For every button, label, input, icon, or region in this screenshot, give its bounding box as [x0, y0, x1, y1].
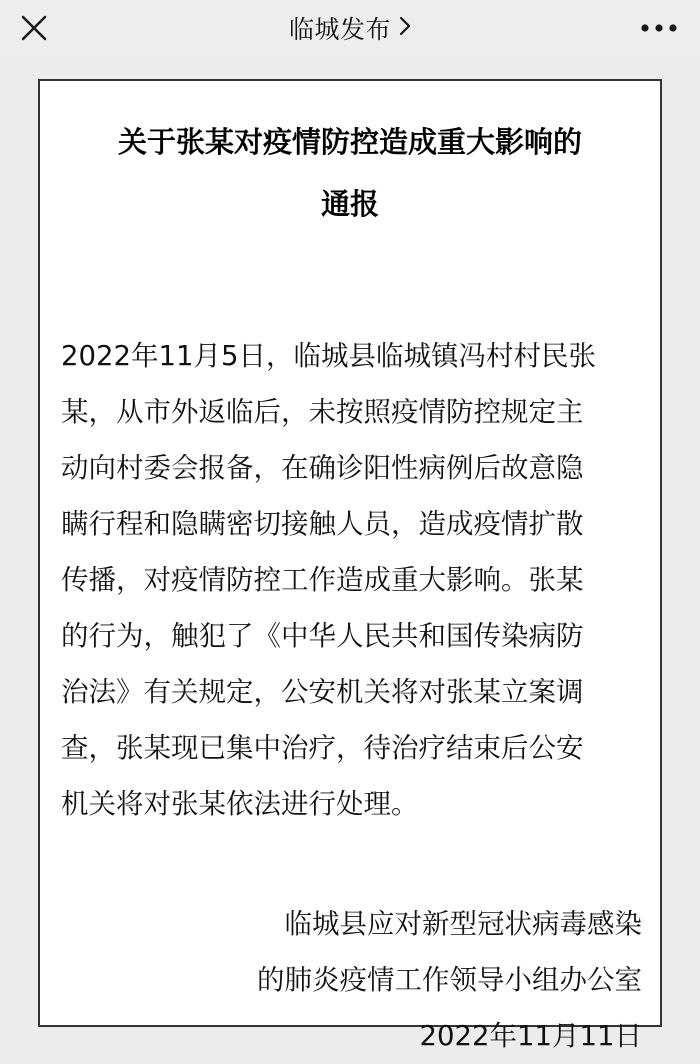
top-navigation-bar	[0, 0, 700, 56]
notice-body-line: 动向村委会报备，在确诊阳性病例后故意隐	[61, 452, 584, 484]
notice-body-line: 瞒行程和隐瞒密切接触人员，造成疫情扩散	[61, 508, 584, 540]
notice-title-line: 关于张某对疫情防控造成重大影响的	[117, 125, 582, 159]
notice-title-line: 通报	[320, 187, 379, 221]
close-button[interactable]	[14, 8, 54, 48]
notice-body-line: 2022年11月5日，临城县临城镇冯村村民张	[61, 340, 596, 372]
account-name-link[interactable]	[289, 10, 411, 46]
notice-body-line: 查，张某现已集中治疗，待治疗结束后公安	[61, 732, 584, 764]
close-icon	[14, 8, 54, 48]
notice-body-line: 某，从市外返临后，未按照疫情防控规定主	[61, 396, 584, 428]
signature-date: 2022年11月11日	[419, 1020, 642, 1052]
notice-body	[61, 328, 651, 832]
notice-document	[38, 79, 662, 1052]
more-dots-icon	[636, 12, 682, 44]
notice-signature	[257, 896, 642, 1064]
notice-body-line: 机关将对张某依法进行处理。	[61, 788, 419, 820]
notice-title	[40, 111, 660, 235]
chevron-right-icon	[399, 16, 411, 40]
signature-issuer-line: 临城县应对新型冠状病毒感染	[284, 908, 642, 940]
notice-body-line: 治法》有关规定，公安机关将对张某立案调	[61, 676, 584, 708]
signature-issuer-line: 的肺炎疫情工作领导小组办公室	[257, 964, 642, 996]
notice-body-line: 的行为，触犯了《中华人民共和国传染病防	[61, 620, 584, 652]
account-name: 临城发布	[288, 15, 391, 44]
notice-body-line: 传播，对疫情防控工作造成重大影响。张某	[61, 564, 584, 596]
more-options-button[interactable]	[636, 12, 682, 44]
